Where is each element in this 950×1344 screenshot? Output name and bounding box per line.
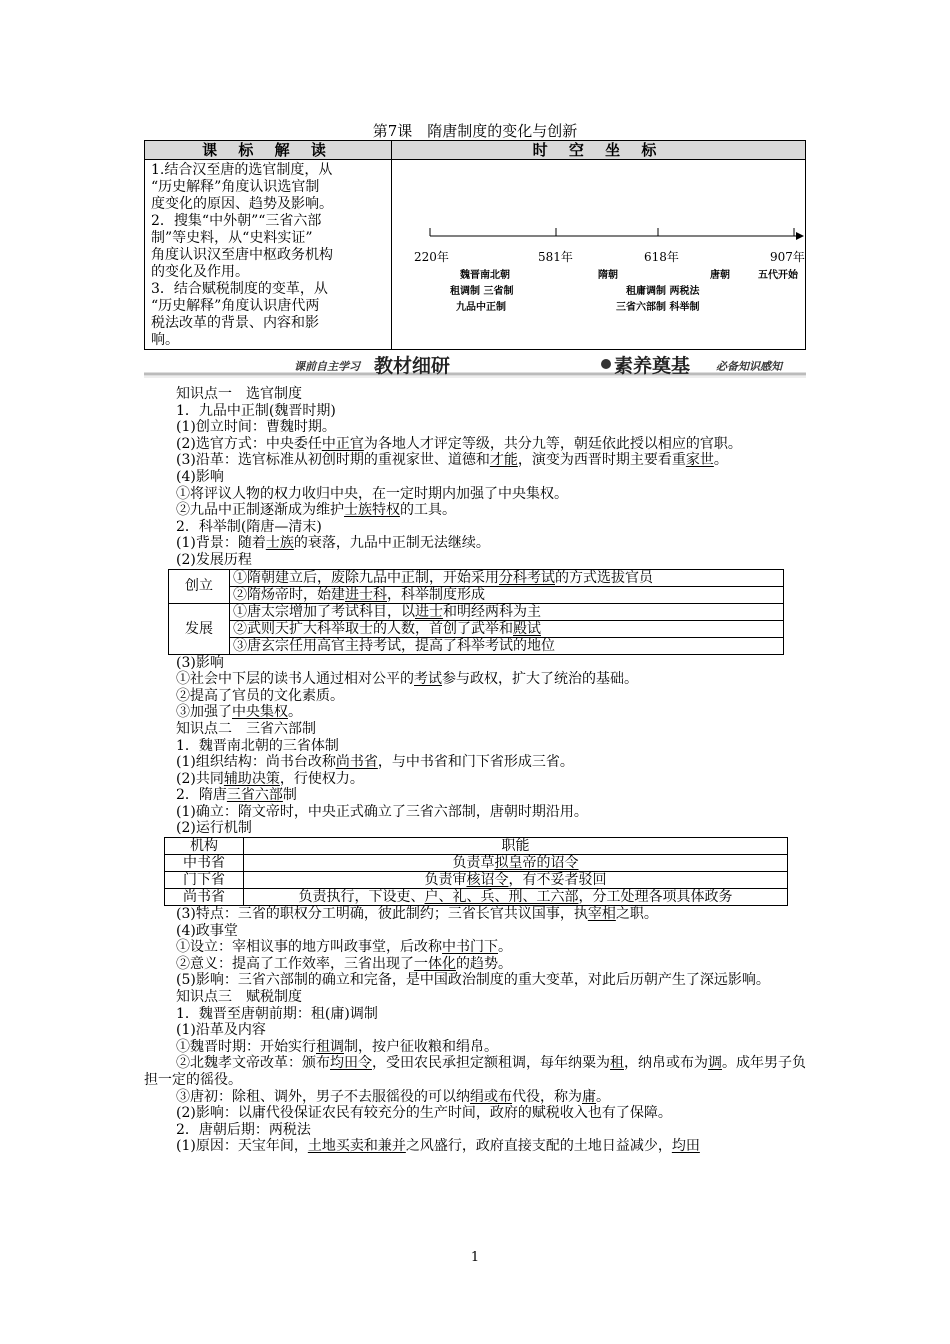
s2-l6: (2)运行机制: [176, 820, 252, 837]
s1-l2: (1)创立时间：曹魏时期。: [176, 419, 336, 436]
timeline: [392, 160, 805, 346]
s1-l4: (3)沿革：选官标准从初创时期的重视家世、道德和才能，演变为西晋时期主要看重家世。: [176, 452, 728, 469]
s2-l8: (4)政事堂: [176, 922, 238, 939]
s1-l1: 1．九品中正制(魏晋时期): [176, 402, 336, 419]
s1-l3: (2)选官方式：中央委任中正官为各地人才评定等级，共分九等，朝廷依此授以相应的官职。: [176, 435, 742, 452]
kebiao-line: 制”等史料，从“史料实证”: [151, 230, 313, 246]
note-sansheng: 三省六部制 科举制: [616, 302, 700, 313]
s2-heading: 知识点二 三省六部制: [176, 720, 316, 737]
keju-row: ①唐太宗增加了考试科目，以进士和明经两科为主: [230, 603, 784, 620]
note-zuyongdiao: 租庸调制 两税法: [626, 286, 700, 297]
period-weijin: 魏晋南北朝: [460, 270, 510, 281]
kebiao-line: 税法改革的背景、内容和影: [151, 315, 319, 331]
s1-l13: ②提高了官员的文化素质。: [176, 687, 344, 704]
s3-l2: (1)沿革及内容: [176, 1022, 266, 1039]
s3-l4: ②北魏孝文帝改革：颁布均田令，受田农民承担定额租调，每年纳粟为租，纳帛或布为调。成年男子负担一定的徭役。: [144, 1055, 806, 1088]
keju-fazhan: 发展: [169, 603, 230, 654]
year-581: 581年: [538, 250, 573, 264]
sansheng-row: 负责审核诏令，有不妥者驳回: [244, 872, 788, 889]
s1-l10: (2)发展历程: [176, 551, 252, 568]
col-shikong-header: 时 空 坐 标: [392, 141, 806, 160]
year-907: 907年: [770, 250, 805, 264]
s1-l14: ③加强了中央集权。: [176, 704, 302, 721]
kebiao-line: 3．结合赋税制度的变革，从: [151, 281, 328, 297]
sansheng-row: 负责草拟皇帝的诏令: [244, 855, 788, 872]
timeline-cell: [392, 160, 806, 350]
period-tang: 唐朝: [710, 270, 730, 281]
page-number: 1: [470, 1250, 480, 1265]
kebiao-line: 的变化及作用。: [151, 264, 249, 280]
lesson-title: 第7课 隋唐制度的变化与创新: [372, 122, 578, 140]
s2-l5: (1)确立：隋文帝时，中央正式确立了三省六部制，唐朝时期沿用。: [176, 803, 588, 820]
note-jiupin: 九品中正制: [456, 302, 506, 313]
s1-l5: (4)影响: [176, 468, 224, 485]
s3-l1: 1．魏晋至唐朝前期：租(庸)调制: [176, 1005, 378, 1022]
s2-l7: (3)特点：三省的职权分工明确，彼此制约；三省长官共议国事，执宰相之职。: [176, 906, 658, 923]
s2-l11: (5)影响：三省六部制的确立和完备，是中国政治制度的重大变革，对此后历朝产生了深远影响。: [176, 972, 770, 989]
period-wudai: 五代开始: [758, 270, 798, 281]
period-sui: 隋朝: [598, 270, 618, 281]
banner-rule: [144, 350, 806, 380]
main-content: [144, 386, 808, 1155]
keju-table: [168, 569, 784, 655]
s2-l1: 1．魏晋南北朝的三省体制: [176, 737, 339, 754]
keju-row: ①隋朝建立后，废除九品中正制，开始采用分科考试的方式选拔官员: [230, 569, 784, 586]
banner-main2: 素养奠基: [614, 355, 691, 377]
s3-l5: ③唐初：除租、调外，男子不去服徭役的可以纳绢或布代役，称为庸。: [176, 1088, 610, 1105]
sansheng-shangshu: 尚书省: [165, 889, 244, 906]
keju-chuangli: 创立: [169, 569, 230, 603]
s1-l7: ②九品中正制逐渐成为维护士族特权的工具。: [176, 502, 456, 519]
sansheng-table: [164, 837, 788, 906]
s3-heading: 知识点三 赋税制度: [176, 989, 302, 1006]
keju-row: ②武则天扩大科举取士的人数，首创了武举和殿试: [230, 620, 784, 637]
s2-l9: ①设立：宰相议事的地方叫政事堂，后改称中书门下。: [176, 939, 512, 956]
kebiao-line: 响。: [151, 332, 179, 348]
s3-l3: ①魏晋时期：开始实行租调制，按户征收粮和绢帛。: [176, 1038, 498, 1055]
timeline-axis: [392, 160, 806, 346]
banner-left: 课前自主学习: [294, 360, 360, 373]
keju-row: ③唐玄宗任用高官主持考试，提高了科举考试的地位: [230, 637, 784, 654]
header-table: [144, 140, 806, 350]
banner-main1: 教材细研: [374, 355, 451, 377]
keju-row: ②隋炀帝时，始建进士科，科举制度形成: [230, 586, 784, 603]
s1-l6: ①将评议人物的权力收归中央，在一定时期内加强了中央集权。: [176, 485, 568, 502]
kebiao-line: 角度认识汉至唐中枢政务机构: [151, 247, 333, 263]
s3-l6: (2)影响：以庸代役保证农民有较充分的生产时间，政府的赋税收入也有了保障。: [176, 1105, 672, 1122]
sansheng-zhongshu: 中书省: [165, 855, 244, 872]
s1-l8: 2．科举制(隋唐—清末): [176, 518, 322, 535]
year-220: 220年: [414, 250, 449, 264]
sansheng-menxia: 门下省: [165, 872, 244, 889]
s3-l8: (1)原因：天宝年间，土地买卖和兼并之风盛行，政府直接支配的土地日益减少，均田: [176, 1138, 700, 1155]
sansheng-row: 负责执行，下设吏、户、礼、兵、刑、工六部，分工处理各项具体政务: [244, 889, 788, 906]
s2-l10: ②意义：提高了工作效率，三省出现了一体化的趋势。: [176, 955, 512, 972]
s1-heading: 知识点一 选官制度: [176, 386, 302, 402]
s1-l12: ①社会中下层的读书人通过相对公平的考试参与政权，扩大了统治的基础。: [176, 671, 638, 688]
s3-l7: 2．唐朝后期：两税法: [176, 1121, 311, 1138]
s2-l3: (2)共同辅助决策，行使权力。: [176, 770, 364, 787]
kebiao-line: 1.结合汉至唐的选官制度，从: [151, 162, 333, 178]
kebiao-cell: [145, 160, 392, 350]
s2-l4: 2．隋唐三省六部制: [176, 787, 297, 804]
kebiao-line: 2．搜集“中外朝”“三省六部: [151, 213, 322, 229]
kebiao-line: “历史解释”角度认识唐代两: [151, 298, 320, 314]
section-banner: [144, 350, 806, 380]
s1-l9: (1)背景：随着士族的衰落，九品中正制无法继续。: [176, 535, 490, 552]
kebiao-line: 度变化的原因、趋势及影响。: [151, 196, 333, 212]
year-618: 618年: [644, 250, 679, 264]
kebiao-line: “历史解释”角度认识选官制: [151, 179, 320, 195]
s1-l11: (3)影响: [176, 654, 224, 671]
banner-right: 必备知识感知: [716, 360, 782, 373]
col-kebiao-header: 课 标 解 读: [145, 141, 392, 160]
sansheng-th2: 职能: [244, 838, 788, 855]
note-zudiao: 租调制 三省制: [450, 286, 514, 297]
sansheng-th1: 机构: [165, 838, 244, 855]
s2-l2: (1)组织结构：尚书台改称尚书省，与中书省和门下省形成三省。: [176, 754, 574, 771]
